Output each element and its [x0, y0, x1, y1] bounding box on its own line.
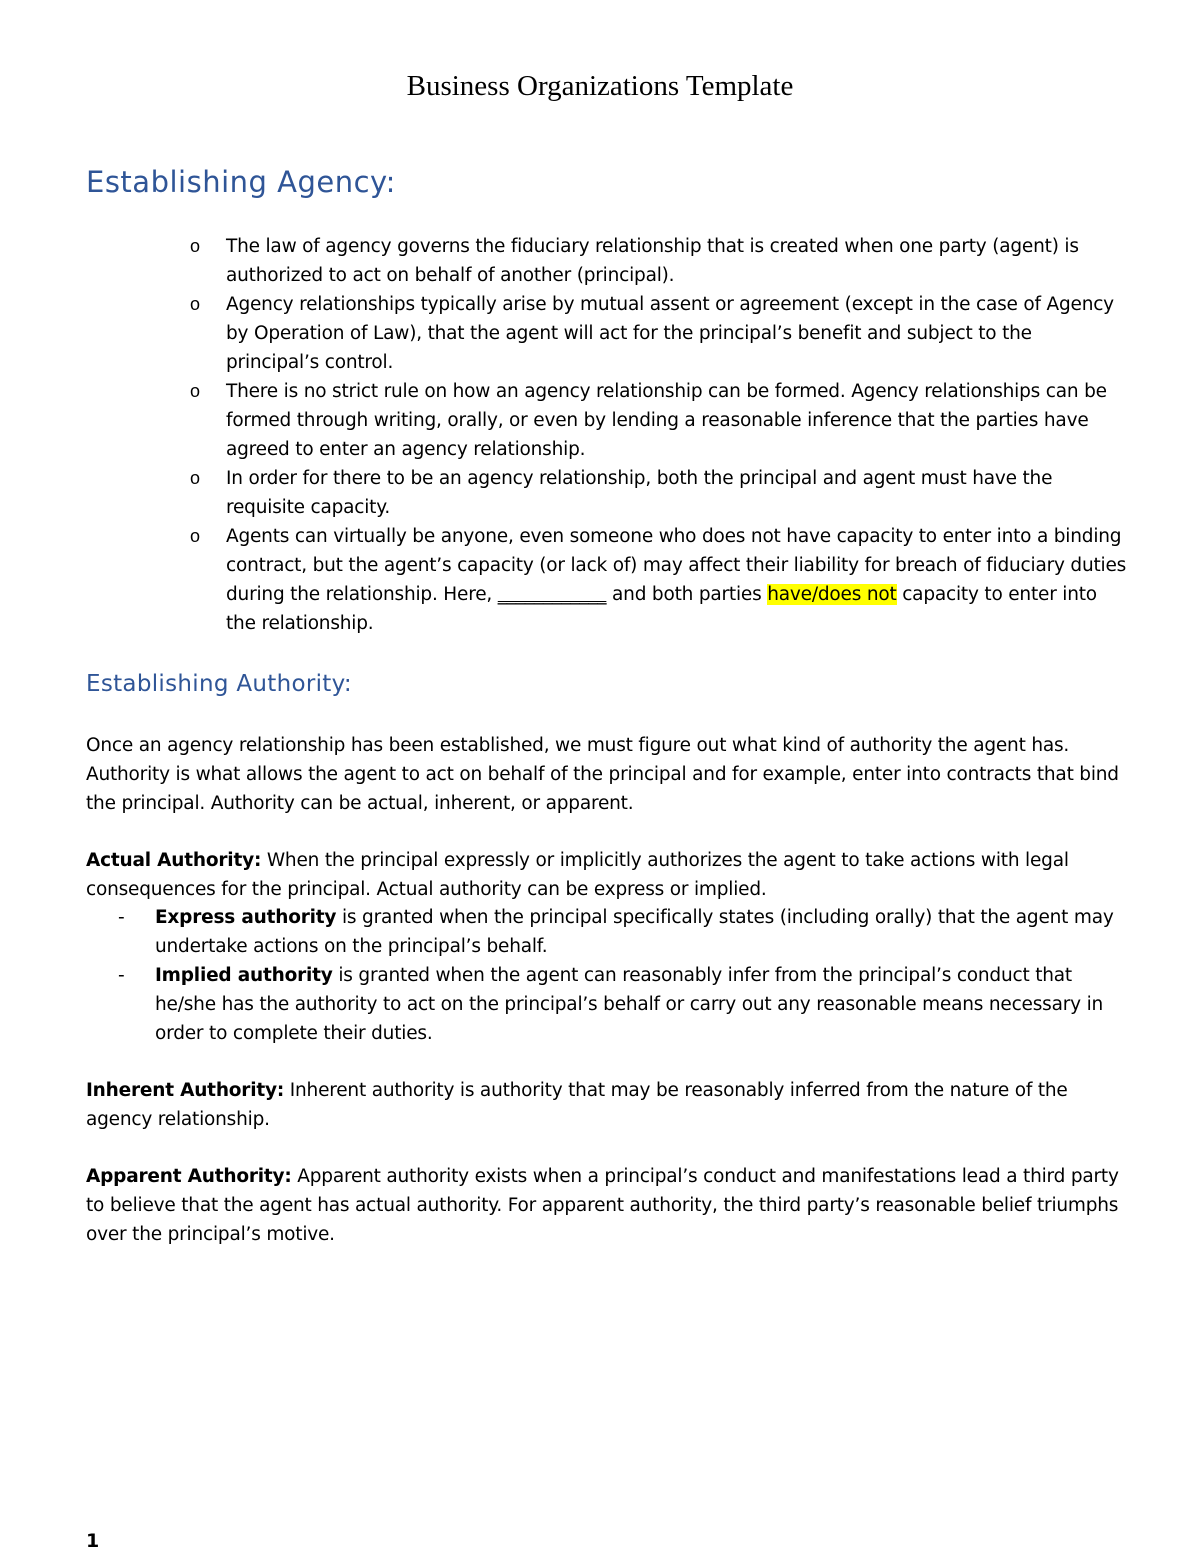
- definition-text: Apparent authority exists when a principal’s conduct and manifestations lead a third party to believe that the agent has actual authority. For apparent authority, the third party’s reasonable belief triumphs over the principal’s motive.: [86, 1166, 1119, 1245]
- inherent-authority-paragraph: [86, 1076, 1126, 1134]
- bullet-marker: o: [190, 294, 200, 314]
- term-inherent-authority: Inherent Authority:: [86, 1080, 285, 1101]
- term-express-authority: Express authority: [155, 907, 337, 928]
- list-item: [190, 377, 1130, 464]
- bullet-text: There is no strict rule on how an agency relationship can be formed. Agency relationships can be formed through writing, orally, or even by lending a reasonable inference that the parties have agreed to enter an agency relationship.: [226, 381, 1107, 460]
- bullet-marker: o: [190, 526, 200, 546]
- bullet-text: capacity to enter into the relationship.: [226, 584, 1097, 634]
- list-item: [190, 464, 1130, 522]
- bullet-text: and both parties: [606, 584, 768, 605]
- fill-in-blank: ____________: [497, 584, 607, 605]
- bullet-text: Agents can virtually be anyone, even someone who does not have capacity to enter into a binding contract, but the agent’s capacity (or lack of) may affect their liability for breach of fiduciary duties during the relationship. Here,: [226, 526, 1127, 605]
- list-item: [190, 522, 1130, 638]
- definition-text: is granted when the principal specifically states (including orally) that the agent may undertake actions on the principal’s behalf.: [155, 907, 1114, 957]
- dash-marker: -: [118, 965, 125, 986]
- list-item: [190, 290, 1130, 377]
- bullet-text: The law of agency governs the fiduciary relationship that is created when one party (agent) is authorized to act on behalf of another (principal).: [226, 236, 1079, 286]
- term-implied-authority: Implied authority: [155, 965, 333, 986]
- term-actual-authority: Actual Authority:: [86, 850, 262, 871]
- heading-establishing-agency: Establishing Agency:: [86, 165, 396, 199]
- actual-authority-paragraph: [86, 846, 1126, 904]
- list-item: [190, 232, 1130, 290]
- definition-text: is granted when the agent can reasonably infer from the principal’s conduct that he/she has the authority to act on the principal’s behalf or carry out any reasonable means necessary in order to complete their duties.: [155, 965, 1104, 1044]
- list-item: [118, 961, 1118, 1048]
- apparent-authority-paragraph: [86, 1162, 1126, 1249]
- bullet-marker: o: [190, 381, 200, 401]
- definition-text: Inherent authority is authority that may be reasonably inferred from the nature of the agency relationship.: [86, 1080, 1068, 1130]
- dash-marker: -: [118, 907, 125, 928]
- bullet-text: In order for there to be an agency relationship, both the principal and agent must have the requisite capacity.: [226, 468, 1053, 518]
- agency-bullet-list: [190, 232, 1130, 638]
- highlighted-choice: have/does not: [767, 584, 897, 605]
- bullet-marker: o: [190, 236, 200, 256]
- authority-intro-paragraph: Once an agency relationship has been established, we must figure out what kind of authority the agent has. Authority is what allows the agent to act on behalf of the principal and for example, enter into contracts that bind the principal. Authority can be actual, inherent, or apparent.: [86, 735, 1119, 814]
- bullet-text: Agency relationships typically arise by mutual assent or agreement (except in the case of Agency by Operation of Law), that the agent will act for the principal’s benefit and subject to the principal’s control.: [226, 294, 1114, 373]
- document-title: Business Organizations Template: [406, 70, 794, 102]
- term-apparent-authority: Apparent Authority:: [86, 1166, 292, 1187]
- actual-authority-sub-list: [118, 903, 1118, 1048]
- bullet-marker: o: [190, 468, 200, 488]
- definition-text: When the principal expressly or implicitly authorizes the agent to take actions with legal consequences for the principal. Actual authority can be express or implied.: [86, 850, 1069, 900]
- heading-establishing-authority: Establishing Authority:: [86, 671, 352, 697]
- page-number: 1: [86, 1530, 100, 1552]
- list-item: [118, 903, 1118, 961]
